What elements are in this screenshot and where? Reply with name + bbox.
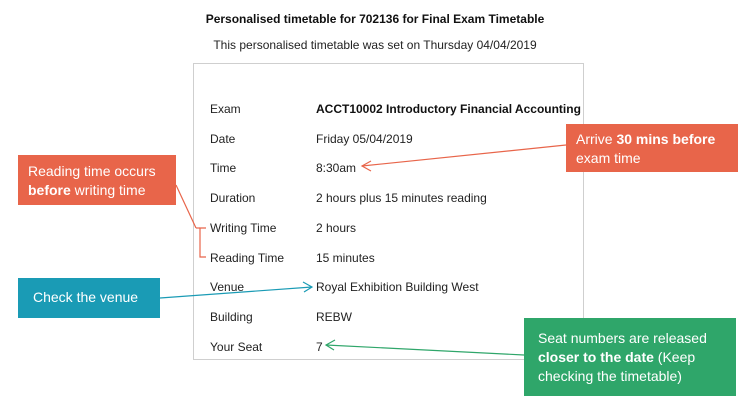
callout-arrive-pre: Arrive <box>576 131 617 147</box>
callout-seat-pre: Seat numbers are released <box>538 330 707 346</box>
callout-reading-bold: before <box>28 182 71 198</box>
row-label: Exam <box>210 102 241 116</box>
callout-venue-text: Check the venue <box>33 289 139 305</box>
arrive-arrow <box>362 145 566 171</box>
reading-bracket <box>176 185 206 257</box>
row-value: 8:30am <box>316 161 357 175</box>
page-title: Personalised timetable for 702136 for Final Exam Timetable <box>205 12 545 26</box>
row-label: Date <box>210 132 236 146</box>
callout-reading-pre: Reading time occurs <box>28 163 156 179</box>
row-value: REBW <box>316 310 352 324</box>
row-label: Time <box>210 161 237 175</box>
callout-seat-post: (Keep checking the timetable) <box>538 349 696 384</box>
row-value: 2 hours <box>316 221 357 235</box>
row-value: ACCT10002 Introductory Financial Accounting <box>316 102 581 116</box>
seat-arrow <box>326 340 524 355</box>
row-label: Your Seat <box>210 340 263 354</box>
row-value: 2 hours plus 15 minutes reading <box>316 191 487 205</box>
row-value: 7 <box>316 340 323 354</box>
row-value: 15 minutes <box>316 251 375 265</box>
venue-arrow <box>160 282 312 298</box>
row-label: Reading Time <box>210 251 285 265</box>
row-label: Writing Time <box>210 221 277 235</box>
row-label: Duration <box>210 191 256 205</box>
callout-arrive-bold: 30 mins before <box>616 131 716 147</box>
page-subtitle: This personalised timetable was set on Thursday 04/04/2019 <box>213 38 537 52</box>
callout-reading-post: writing time <box>70 182 146 198</box>
callout-seat-bold: closer to the date <box>538 349 654 365</box>
row-label: Building <box>210 310 253 324</box>
row-value: Friday 05/04/2019 <box>316 132 413 146</box>
row-label: Venue <box>210 280 245 294</box>
callout-arrive-post: exam time <box>576 150 641 166</box>
row-value: Royal Exhibition Building West <box>316 280 479 294</box>
